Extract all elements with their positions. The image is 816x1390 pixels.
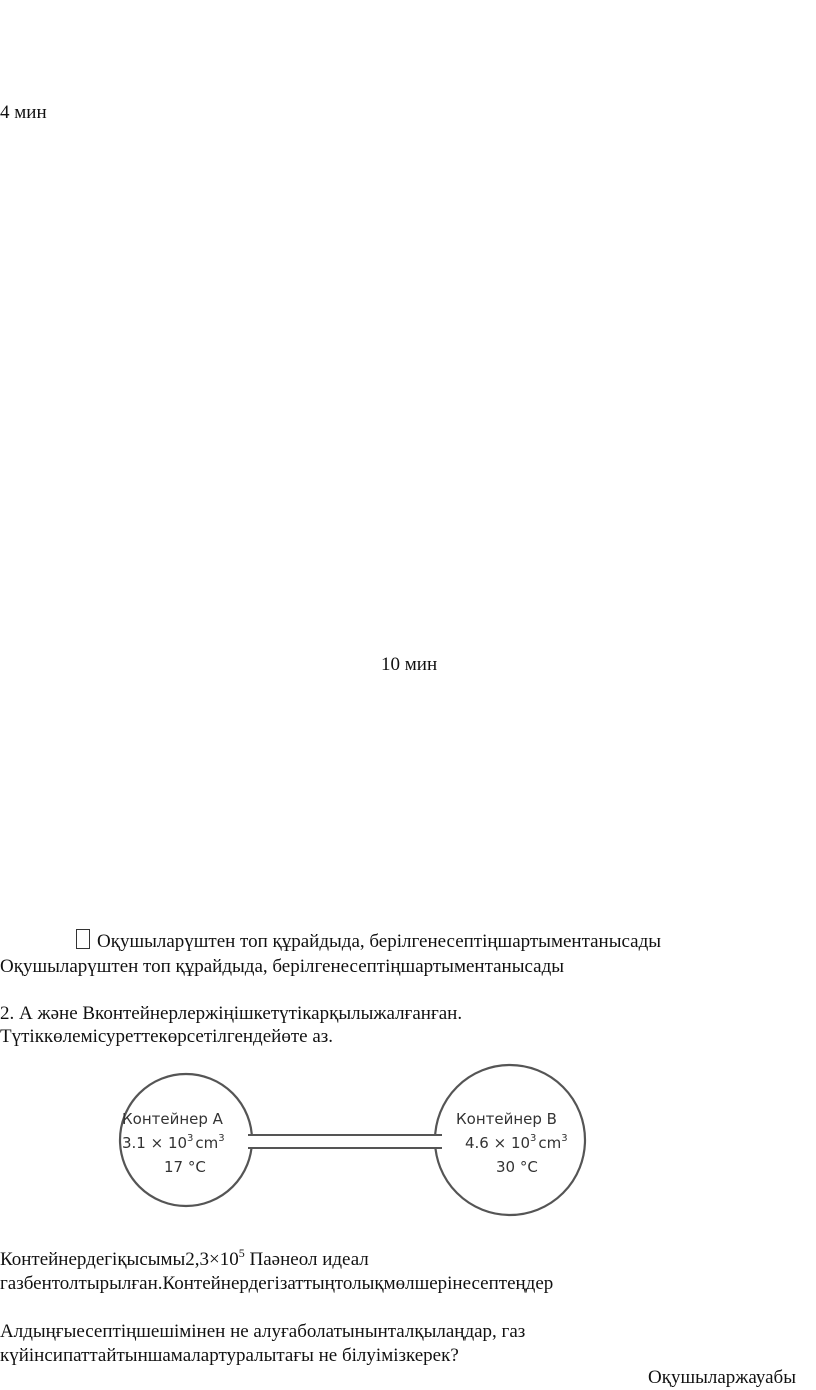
bullet-text: Оқушыларүштен топ құрайдыда, берілгенесептіңшартыментанысады [97,931,661,952]
pressure-text-pre: Контейнердегіқысымы2,3×10 [0,1249,239,1270]
container-a-temperature: 17 °C [164,1158,206,1176]
question-line-2: Түтіккөлемісуреттекөрсетілгендейөте аз. [0,1026,334,1047]
container-a-volume: $3.1 \times 10^3$ $cm^3$ [122,1133,225,1152]
container-a-label: Контейнер А [122,1110,223,1128]
pressure-line-2: газбентолтырылған.Контейнердегізаттыңтолықмөлшерінесептеңдер [0,1273,554,1294]
container-b-label: Контейнер В [456,1110,557,1128]
student-answers-label: Оқушыларжауабы [648,1367,796,1388]
pressure-exponent: 5 [238,1246,245,1260]
container-b-temperature: 30 °C [496,1158,538,1176]
pressure-line-1 [0,1246,369,1271]
bullet-item [76,929,661,953]
instruction-text: Оқушыларүштен топ құрайдыда, берілгенесептіңшартыментанысады [0,956,564,977]
time-label-4-min: 4 мин [0,102,47,123]
discussion-line-1: Алдыңғыесептіңшешімінен не алуғаболатынынталқылаңдар, газ [0,1321,526,1342]
time-label-10-min: 10 мин [381,654,438,675]
bullet-marker-icon [76,929,90,949]
containers-diagram [110,1062,590,1222]
container-b-volume: $4.6 \times 10^3$ $cm^3$ [465,1133,568,1152]
pressure-text-post: Паәнеол идеал [244,1249,369,1270]
question-line-1: 2. А және Вконтейнерлержіңішкетүтікарқылыжалғанған. [0,1003,463,1024]
discussion-line-2: күйінсипаттайтыншамалартуралытағы не білуімізкерек? [0,1345,459,1366]
